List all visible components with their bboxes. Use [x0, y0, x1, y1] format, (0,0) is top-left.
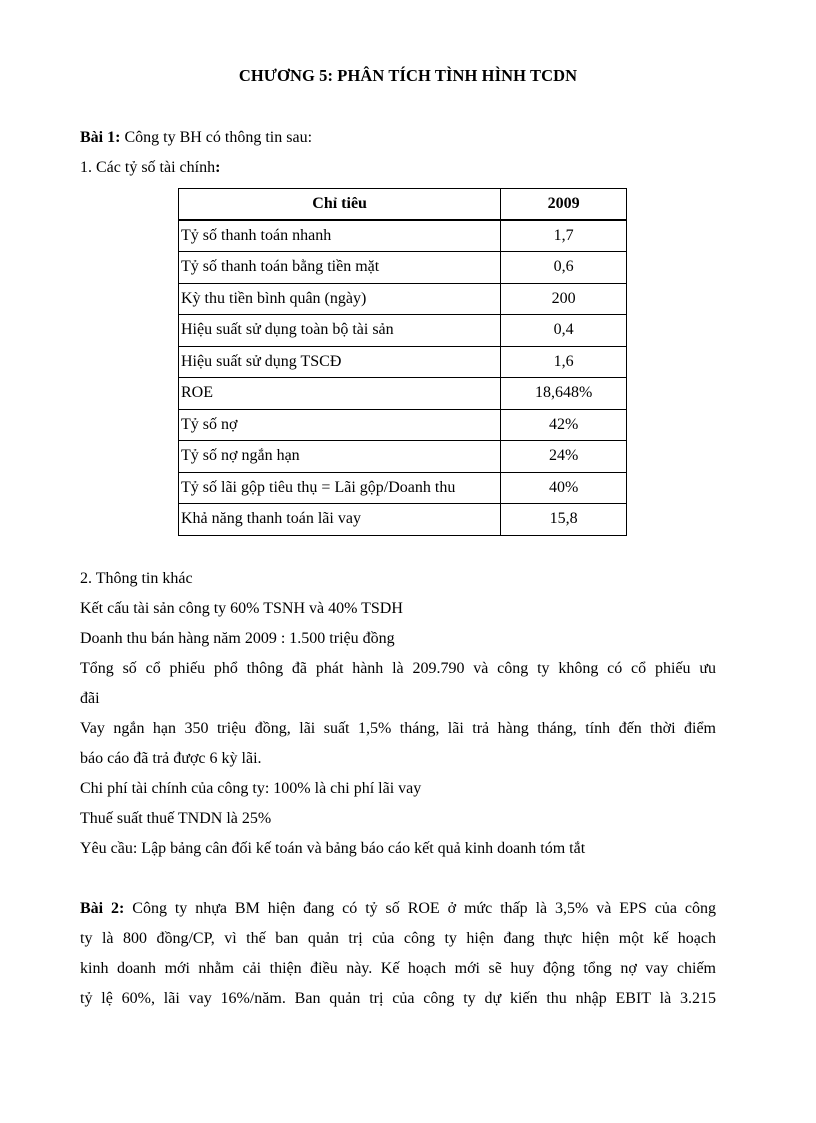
bai2-text: ty là 800 đồng/CP, vì thế ban quản trị của công ty hiện đang thực hiện một kế hoạch — [80, 930, 716, 947]
row-name: Tỷ số thanh toán bằng tiền mặt — [179, 252, 501, 284]
info-line-text: Tổng số cổ phiếu phổ thông đã phát hành là 209.790 và công ty không có cổ phiếu ưu — [80, 660, 716, 677]
table-row — [179, 252, 627, 284]
info-line: Chi phí tài chính của công ty: 100% là chi phí lãi vay — [80, 780, 422, 797]
row-value: 42% — [501, 409, 627, 441]
row-value: 0,4 — [501, 315, 627, 347]
table-row — [179, 220, 627, 252]
info-line — [80, 659, 716, 679]
row-value: 40% — [501, 472, 627, 504]
section1-heading — [80, 158, 220, 178]
bai2-line — [80, 989, 716, 1009]
table-row — [179, 441, 627, 473]
financial-ratios-table — [178, 188, 627, 536]
table-row — [179, 409, 627, 441]
info-line — [80, 719, 716, 739]
bai2-line — [80, 959, 716, 979]
table-row — [179, 283, 627, 315]
bai2-text: kinh doanh mới nhằm cải thiện điều này. Kế hoạch mới sẽ huy động tổng nợ vay chiếm — [80, 960, 716, 977]
bai2-label: Bài 2: — [80, 900, 125, 917]
table-row — [179, 472, 627, 504]
row-name: Kỳ thu tiền bình quân (ngày) — [179, 283, 501, 315]
row-name: Hiệu suất sử dụng TSCĐ — [179, 346, 501, 378]
row-value: 24% — [501, 441, 627, 473]
row-name: ROE — [179, 378, 501, 410]
row-name: Tỷ số nợ — [179, 409, 501, 441]
bai2-line — [80, 899, 716, 919]
header-indicator: Chỉ tiêu — [179, 189, 501, 221]
table-row — [179, 504, 627, 536]
info-line: Thuế suất thuế TNDN là 25% — [80, 810, 272, 827]
requirement-line: Yêu cầu: Lập bảng cân đối kế toán và bảng báo cáo kết quả kinh doanh tóm tắt — [80, 840, 586, 857]
bai2-line — [80, 929, 716, 949]
section1-colon: : — [215, 159, 221, 176]
table-row — [179, 315, 627, 347]
table-header-row — [179, 189, 627, 221]
bai1-label: Bài 1: — [80, 129, 121, 146]
row-value: 1,6 — [501, 346, 627, 378]
info-line: Doanh thu bán hàng năm 2009 : 1.500 triệu đồng — [80, 630, 395, 647]
table-row — [179, 378, 627, 410]
section2-heading: 2. Thông tin khác — [80, 570, 193, 587]
info-line: Kết cấu tài sản công ty 60% TSNH và 40% TSDH — [80, 600, 403, 617]
chapter-title: CHƯƠNG 5: PHÂN TÍCH TÌNH HÌNH TCDN — [238, 66, 578, 85]
header-year: 2009 — [501, 189, 627, 221]
row-name: Khả năng thanh toán lãi vay — [179, 504, 501, 536]
table-row — [179, 346, 627, 378]
row-value: 0,6 — [501, 252, 627, 284]
row-name: Hiệu suất sử dụng toàn bộ tài sản — [179, 315, 501, 347]
bai2-line1: Công ty nhựa BM hiện đang có tỷ số ROE ở mức thấp là 3,5% và EPS của công — [124, 900, 716, 917]
info-line: đãi — [80, 690, 100, 707]
info-line-text: Vay ngắn hạn 350 triệu đồng, lãi suất 1,5% tháng, lãi trả hàng tháng, tính đến thời điểm — [80, 720, 716, 737]
row-name: Tỷ số nợ ngắn hạn — [179, 441, 501, 473]
row-name: Tỷ số thanh toán nhanh — [179, 220, 501, 252]
row-value: 200 — [501, 283, 627, 315]
row-name: Tỷ số lãi gộp tiêu thụ = Lãi gộp/Doanh thu — [179, 472, 501, 504]
row-value: 18,648% — [501, 378, 627, 410]
section1-text: 1. Các tỷ số tài chính — [80, 159, 216, 176]
row-value: 15,8 — [501, 504, 627, 536]
row-value: 1,7 — [501, 220, 627, 252]
bai2-text: tỷ lệ 60%, lãi vay 16%/năm. Ban quản trị của công ty dự kiến thu nhập EBIT là 3.215 — [80, 990, 716, 1007]
info-line: báo cáo đã trả được 6 kỳ lãi. — [80, 750, 262, 767]
bai1-heading — [80, 128, 312, 148]
bai1-intro: Công ty BH có thông tin sau: — [120, 129, 313, 146]
